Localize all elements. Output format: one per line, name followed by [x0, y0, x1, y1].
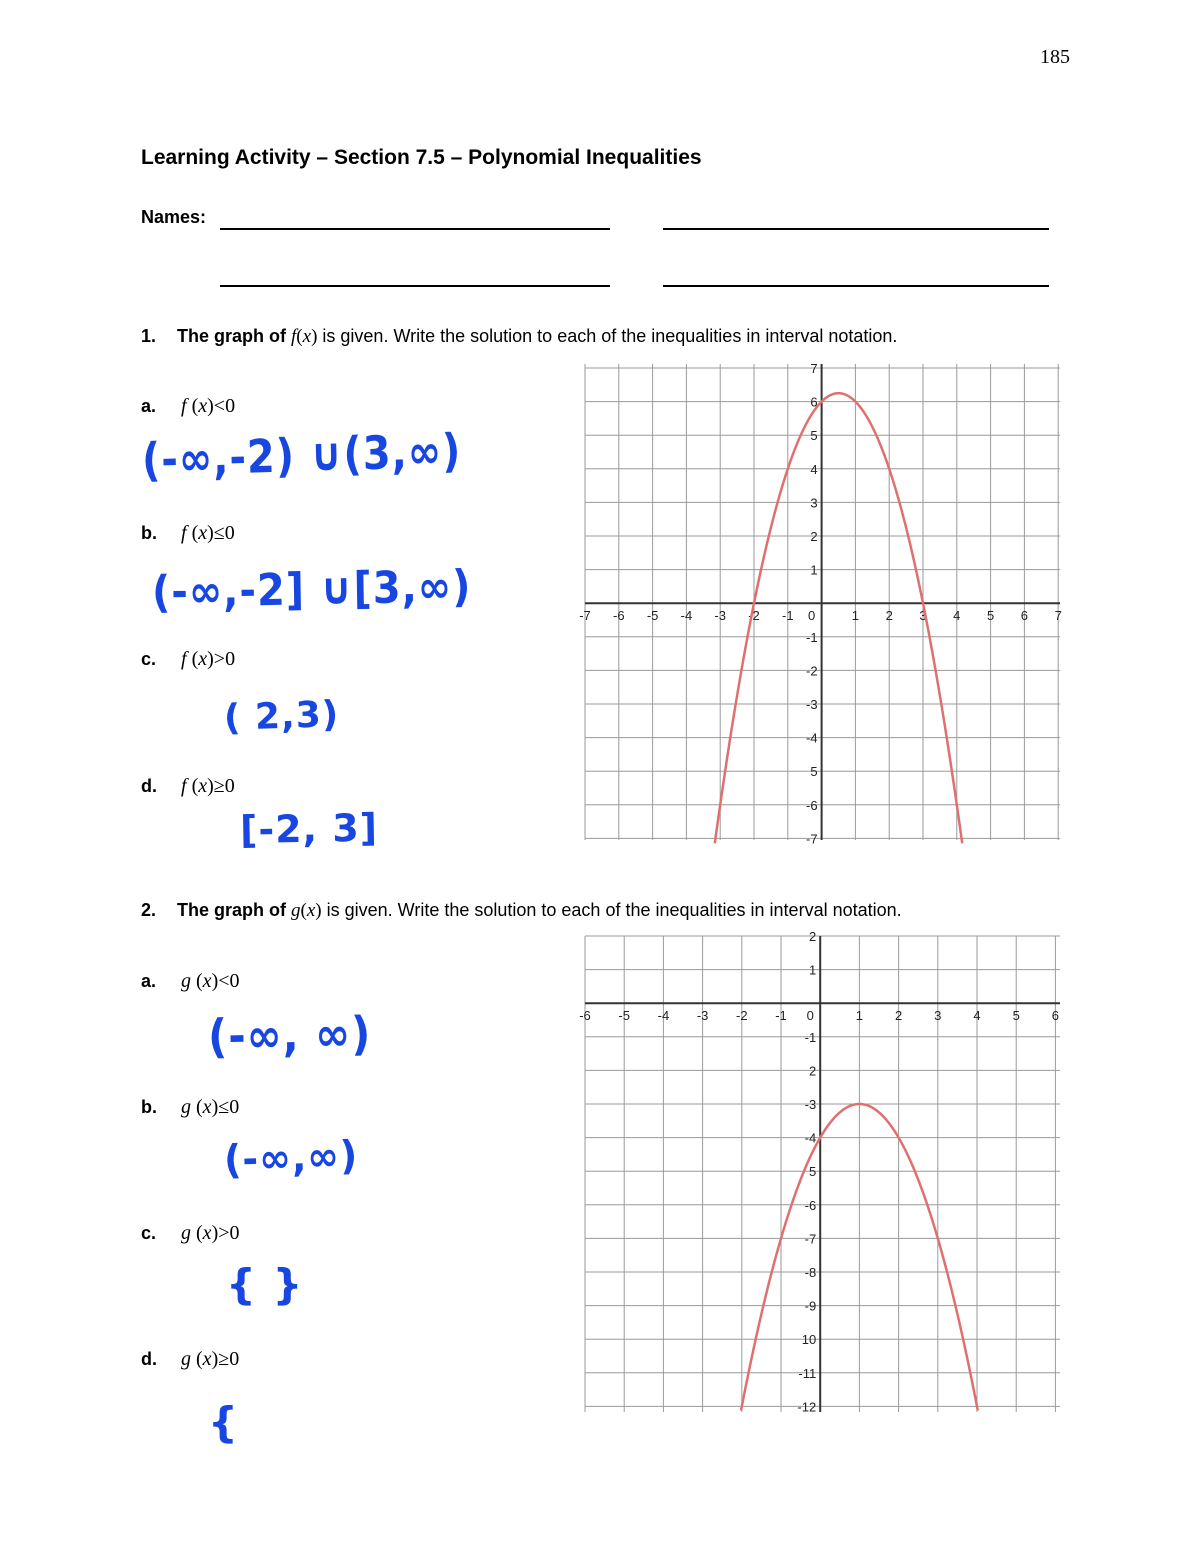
x-tick-label: -4	[657, 1008, 670, 1024]
handwritten-answer-1b: (-∞,-2] ∪[3,∞)	[151, 561, 472, 619]
x-tick-label: 5	[986, 608, 995, 624]
y-tick-label: 6	[810, 394, 818, 410]
x-tick-label: 6	[1020, 608, 1029, 624]
function-notation: g(x)	[291, 900, 322, 921]
x-tick-label: -2	[748, 608, 760, 624]
x-tick-label: -6	[613, 608, 625, 624]
inequality-1b: b. f (x)≤0	[141, 522, 235, 544]
y-tick-label: -4	[804, 1130, 817, 1146]
inequality-1a: a. f (x)<0	[141, 395, 236, 417]
x-tick-label: -4	[680, 608, 693, 624]
graph-f	[579, 361, 1062, 847]
y-tick-label: -2	[806, 663, 818, 679]
graph-g	[579, 929, 1060, 1415]
handwritten-answer-1c: ( 2,3)	[223, 693, 340, 739]
question-1	[141, 326, 897, 348]
question-number: 1.	[141, 326, 157, 346]
x-tick-label: -7	[579, 608, 591, 624]
y-tick-label: 2	[808, 1063, 817, 1079]
x-tick-label: 0	[807, 608, 816, 624]
y-tick-label: 5	[810, 764, 818, 780]
y-tick-label: 2	[810, 529, 818, 544]
y-tick-label: -8	[804, 1265, 817, 1280]
handwritten-answer-2c: { }	[226, 1260, 304, 1309]
y-tick-label: -3	[806, 697, 818, 712]
name-field-4[interactable]	[663, 285, 1049, 287]
page-number: 185	[1040, 46, 1070, 68]
y-tick-label: -3	[804, 1097, 817, 1112]
y-tick-label: -9	[804, 1298, 817, 1314]
x-tick-label: -6	[579, 1008, 591, 1024]
question-text: is given. Write the solution to each of the inequalities in interval notation.	[322, 326, 898, 346]
y-tick-label: 4	[810, 461, 818, 477]
x-tick-label: -5	[646, 608, 659, 624]
handwritten-answer-1a: (-∞,-2) ∪(3,∞)	[141, 424, 462, 488]
x-tick-label: 5	[1012, 1008, 1020, 1024]
question-lead: The graph of	[177, 900, 286, 920]
y-tick-label: 1	[808, 962, 817, 978]
graph-f-svg	[579, 361, 1062, 847]
x-tick-label: 4	[973, 1008, 981, 1024]
inequality-2a: a. g (x)<0	[141, 970, 240, 992]
y-tick-label: -6	[804, 1197, 817, 1213]
inequality-2c: c. g (x)>0	[141, 1222, 240, 1244]
y-tick-label: -6	[806, 797, 818, 813]
x-tick-label: 0	[806, 1008, 814, 1024]
x-tick-label: 3	[919, 608, 927, 624]
inequality-2d: d. g (x)≥0	[141, 1348, 240, 1370]
x-tick-label: -1	[775, 1008, 787, 1024]
inequality-1d: d. f (x)≥0	[141, 775, 235, 797]
graph-g-svg	[579, 929, 1060, 1415]
question-text: is given. Write the solution to each of the inequalities in interval notation.	[326, 900, 902, 920]
inequality-2b: b. g (x)≤0	[141, 1096, 240, 1118]
x-tick-label: 2	[885, 608, 893, 624]
handwritten-answer-2d: {	[208, 1398, 239, 1447]
x-tick-label: -5	[618, 1008, 630, 1024]
x-tick-label: 1	[855, 1008, 864, 1024]
x-tick-label: -3	[696, 1008, 709, 1024]
y-tick-label: 1	[810, 562, 818, 578]
question-2	[141, 900, 902, 922]
y-tick-label: 10	[801, 1332, 817, 1348]
y-tick-label: 2	[808, 929, 817, 944]
function-notation: f(x)	[291, 326, 318, 347]
x-tick-label: -1	[782, 608, 794, 624]
name-field-3[interactable]	[220, 285, 610, 287]
question-lead: The graph of	[177, 326, 286, 346]
x-tick-label: 3	[934, 1008, 942, 1024]
y-tick-label: 5	[810, 428, 818, 444]
x-tick-label: 1	[851, 608, 860, 624]
y-tick-label: 7	[810, 361, 818, 376]
handwritten-answer-1d: [-2, 3]	[239, 805, 379, 852]
page-title: Learning Activity – Section 7.5 – Polynomial Inequalities	[141, 146, 702, 169]
name-field-2[interactable]	[663, 228, 1049, 230]
y-tick-label: -1	[806, 629, 818, 645]
y-tick-label: -7	[804, 1231, 817, 1247]
names-label: Names:	[141, 207, 207, 227]
x-tick-label: 2	[894, 1008, 903, 1024]
x-tick-label: -2	[736, 1008, 748, 1024]
inequality-1c: c. f (x)>0	[141, 648, 236, 670]
y-tick-label: -12	[797, 1399, 817, 1415]
y-tick-label: -7	[806, 831, 818, 847]
x-tick-label: -3	[714, 608, 726, 624]
y-tick-label: 3	[810, 495, 818, 511]
name-field-1[interactable]	[220, 228, 610, 230]
y-tick-label: 5	[808, 1164, 817, 1180]
question-number: 2.	[141, 900, 157, 920]
y-tick-label: -1	[804, 1029, 817, 1045]
handwritten-answer-2b: (-∞,∞)	[223, 1131, 359, 1184]
x-tick-label: 4	[953, 608, 961, 624]
x-tick-label: 7	[1054, 608, 1062, 624]
x-tick-label: 6	[1051, 1008, 1060, 1024]
function-curve	[715, 393, 962, 843]
y-tick-label: -4	[806, 730, 818, 746]
y-tick-label: -11	[798, 1365, 817, 1381]
handwritten-answer-2a: (-∞, ∞)	[207, 1006, 372, 1064]
